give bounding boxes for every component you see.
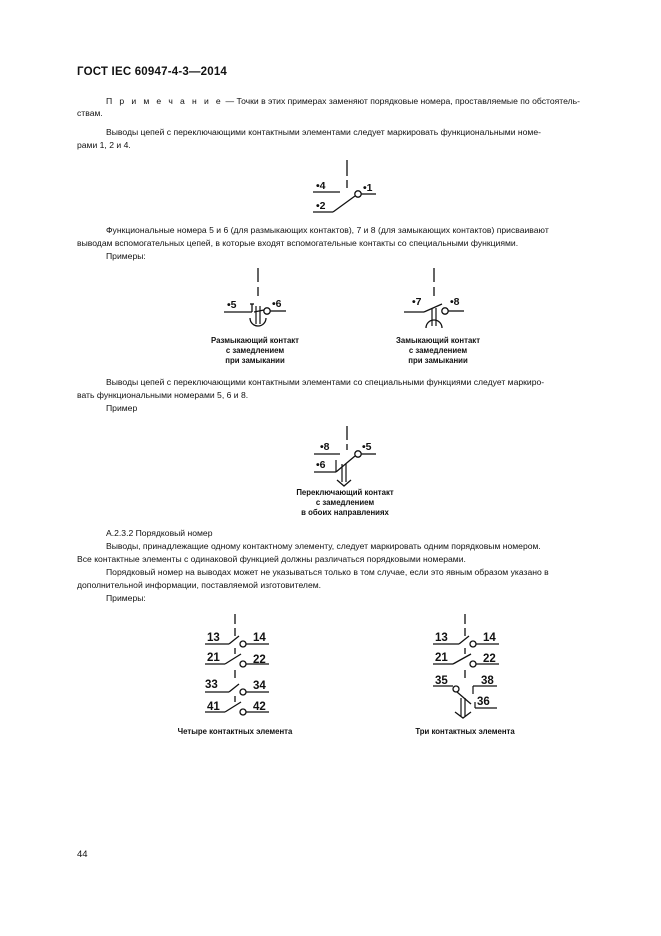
paragraph-4-line-1: Выводы, принадлежащие одному контактному элементу, следует маркировать одним порядковым номером.: [106, 541, 541, 551]
caption-line: при замыкании: [408, 356, 468, 365]
diagram-nc-delayed-contact: [220, 266, 300, 334]
terminal-label: 33: [205, 679, 218, 691]
caption-line: с замедлением: [225, 346, 285, 355]
paragraph-2-line-1: Функциональные номера 5 и 6 (для размыкающих контактов), 7 и 8 (для замыкающих контактов) присваивают: [106, 225, 549, 235]
moving-contact: [459, 636, 469, 644]
terminal-label: 22: [483, 653, 496, 665]
moving-contact: [453, 654, 471, 664]
note-continuation: ствам.: [77, 108, 103, 118]
moving-contact: [457, 692, 471, 704]
document-header: ГОСТ IEC 60947-4-3—2014: [77, 66, 228, 78]
terminal-label: 42: [253, 701, 266, 713]
terminal-circle: [240, 641, 246, 647]
caption-line: с замедлением: [408, 346, 468, 355]
diagram-2-caption: [190, 336, 320, 366]
diagram-5-caption: Четыре контактных элемента: [177, 727, 293, 736]
paragraph-3-line-1: Выводы цепей с переключающими контактными элементами со специальными функциями следует маркиро-: [106, 377, 545, 387]
paragraph-4-line-2: Все контактные элементы с одинаковой функцией должны различаться порядковыми номерами.: [77, 554, 466, 564]
terminal-circle: [442, 308, 448, 314]
label: •8: [320, 441, 330, 453]
terminal-label: 13: [435, 632, 448, 644]
terminal-label: 36: [477, 696, 490, 708]
caption-line: с замедлением: [315, 498, 375, 507]
moving-contact: [229, 684, 239, 692]
label: •6: [272, 298, 282, 310]
terminal-circle: [470, 661, 476, 667]
caption-line: Замыкающий контакт: [395, 336, 481, 345]
label: •4: [316, 180, 326, 192]
moving-contact: [424, 304, 442, 312]
terminal-circle: [240, 689, 246, 695]
label: •5: [362, 441, 372, 453]
caption-line: Размыкающий контакт: [210, 336, 299, 345]
diagram-three-contact-elements: [425, 612, 515, 722]
caption-line: при замыкании: [225, 356, 285, 365]
caption-line: Переключающий контакт: [296, 488, 394, 497]
terminal-circle: [355, 451, 361, 457]
section-heading: А.2.3.2 Порядковый номер: [106, 528, 213, 538]
diagram-6-caption: Три контактных элемента: [415, 727, 515, 736]
delay-arc: [426, 320, 442, 328]
terminal-circle: [355, 191, 361, 197]
note-label: П р и м е ч а н и е: [106, 96, 224, 106]
terminal-circle: [470, 641, 476, 647]
paragraph-3-example: Пример: [106, 403, 138, 413]
diagram-3-caption: [373, 336, 503, 366]
terminal-label: 21: [435, 652, 448, 664]
label: •5: [227, 299, 237, 311]
note-text: — Точки в этих примерах заменяют порядковые номера, проставляемые по обстоятель-: [223, 96, 580, 106]
label: •7: [412, 296, 422, 308]
delay-arc: [250, 318, 266, 326]
terminal-label: 22: [253, 654, 266, 666]
moving-contact: [225, 702, 241, 712]
label: •8: [450, 296, 460, 308]
diagram-no-delayed-contact: [398, 266, 478, 334]
paragraph-5-line-1: Порядковый номер на выводах может не указываться только в том случае, если это явным образом указано в: [106, 567, 549, 577]
diagram-4-caption: [270, 488, 420, 518]
paragraph-3-line-2: вать функциональными номерами 5, 6 и 8.: [77, 390, 249, 400]
terminal-label: 38: [481, 675, 494, 687]
terminal-label: 35: [435, 675, 448, 687]
caption-line: в обоих направлениях: [301, 508, 389, 517]
paragraph-5-line-2: дополнительной информации, поставляемой изготовителем.: [77, 580, 322, 590]
moving-contact: [225, 654, 241, 664]
paragraph-5-examples: Примеры:: [106, 593, 146, 603]
diagram-changeover-delayed-contact: [300, 424, 390, 490]
terminal-circle: [240, 661, 246, 667]
terminal-label: 14: [253, 632, 266, 644]
paragraph-2-examples: Примеры:: [106, 251, 146, 261]
diagram-four-contact-elements: [195, 612, 285, 722]
terminal-label: 14: [483, 632, 496, 644]
paragraph-1-line-2: рами 1, 2 и 4.: [77, 140, 131, 150]
terminal-circle: [264, 308, 270, 314]
diagram-changeover-contact: [300, 158, 390, 218]
page-number: 44: [77, 849, 88, 860]
label: •6: [316, 459, 326, 471]
terminal-circle: [453, 686, 459, 692]
paragraph-2-line-2: выводам вспомогательных цепей, в которые входят вспомогательные контакты со специальными функциями.: [77, 238, 519, 248]
delay-mark: [455, 712, 471, 718]
terminal-circle: [240, 709, 246, 715]
terminal-label: 13: [207, 632, 220, 644]
moving-contact: [333, 196, 355, 212]
delay-mark: [337, 480, 351, 486]
label: •1: [363, 182, 373, 194]
terminal-label: 41: [207, 701, 220, 713]
moving-contact: [229, 636, 239, 644]
paragraph-1-line-1: Выводы цепей с переключающими контактными элементами следует маркировать функциональными номе-: [106, 127, 541, 137]
terminal-label: 21: [207, 652, 220, 664]
label: •2: [316, 200, 326, 212]
terminal-label: 34: [253, 680, 266, 692]
